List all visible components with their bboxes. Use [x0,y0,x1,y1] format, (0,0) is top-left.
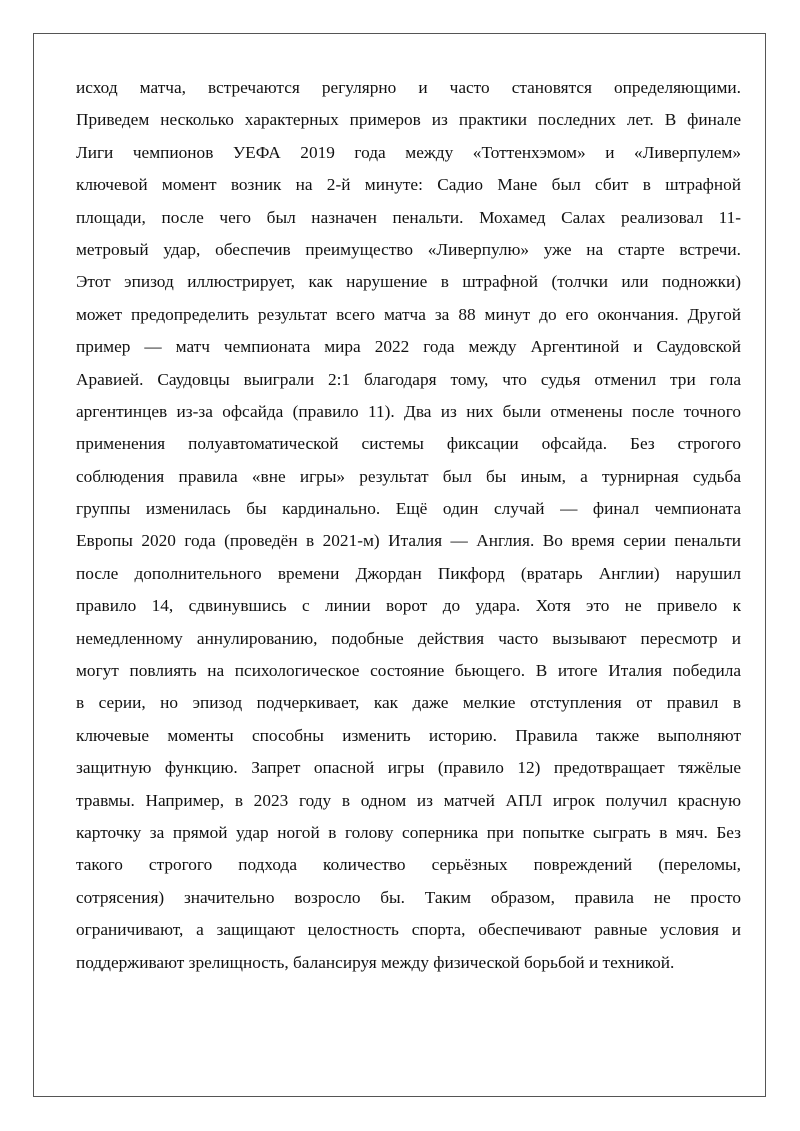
text-line: травмы. Например, в 2023 году в одном из матчей АПЛ игрок получил красную [76,790,741,810]
text-line: группы изменилась бы кардинально. Ещё один случай — финал чемпионата [76,499,741,519]
text-line: Аравией. Саудовцы выиграли 2:1 благодаря тому, что судья отменил три гола [76,369,741,389]
text-line: такого строгого подхода количество серьёзных повреждений (переломы, [76,855,741,875]
text-line: пример — матч чемпионата мира 2022 года между Аргентиной и Саудовской [76,337,741,357]
text-line: после дополнительного времени Джордан Пикфорд (вратарь Англии) нарушил [76,563,741,583]
text-line: Приведем несколько характерных примеров из практики последних лет. В финале [76,110,741,130]
text-line: защитную функцию. Запрет опасной игры (правило 12) предотвращает тяжёлые [76,758,741,778]
text-line: в серии, но эпизод подчеркивает, как даже мелкие отступления от правил в [76,693,741,713]
text-line: поддерживают зрелищность, балансируя между физической борьбой и техникой. [76,952,675,972]
text-line: аргентинцев из-за офсайда (правило 11). Два из них были отменены после точного [76,401,741,421]
body-paragraph [76,72,741,979]
text-line: ключевые моменты способны изменить историю. Правила также выполняют [76,725,741,745]
text-line: Лиги чемпионов УЕФА 2019 года между «Тоттенхэмом» и «Ливерпулем» [76,142,741,162]
text-line: ограничивают, а защищают целостность спорта, обеспечивают равные условия и [76,920,741,940]
text-line: ключевой момент возник на 2-й минуте: Садио Мане был сбит в штрафной [76,175,741,195]
text-line: правило 14, сдвинувшись с линии ворот до удара. Хотя это не привело к [76,596,741,616]
text-line: площади, после чего был назначен пенальти. Мохамед Салах реализовал 11- [76,207,741,227]
text-line: сотрясения) значительно возросло бы. Таким образом, правила не просто [76,887,741,907]
text-line: карточку за прямой удар ногой в голову соперника при попытке сыграть в мяч. Без [76,822,741,842]
text-line: Европы 2020 года (проведён в 2021-м) Италия — Англия. Во время серии пенальти [76,531,741,551]
text-line: может предопределить результат всего матча за 88 минут до его окончания. Другой [76,304,741,324]
text-line: соблюдения правила «вне игры» результат был бы иным, а турнирная судьба [76,466,741,486]
text-line: немедленному аннулированию, подобные действия часто вызывают пересмотр и [76,628,741,648]
text-line: исход матча, встречаются регулярно и часто становятся определяющими. [76,78,741,97]
text-line: применения полуавтоматической системы фиксации офсайда. Без строгого [76,434,741,454]
text-line: метровый удар, обеспечив преимущество «Ливерпулю» уже на старте встречи. [76,239,741,259]
text-line: могут повлиять на психологическое состояние бьющего. В итоге Италия победила [76,661,741,681]
text-line: Этот эпизод иллюстрирует, как нарушение в штрафной (толчки или подножки) [76,272,741,292]
